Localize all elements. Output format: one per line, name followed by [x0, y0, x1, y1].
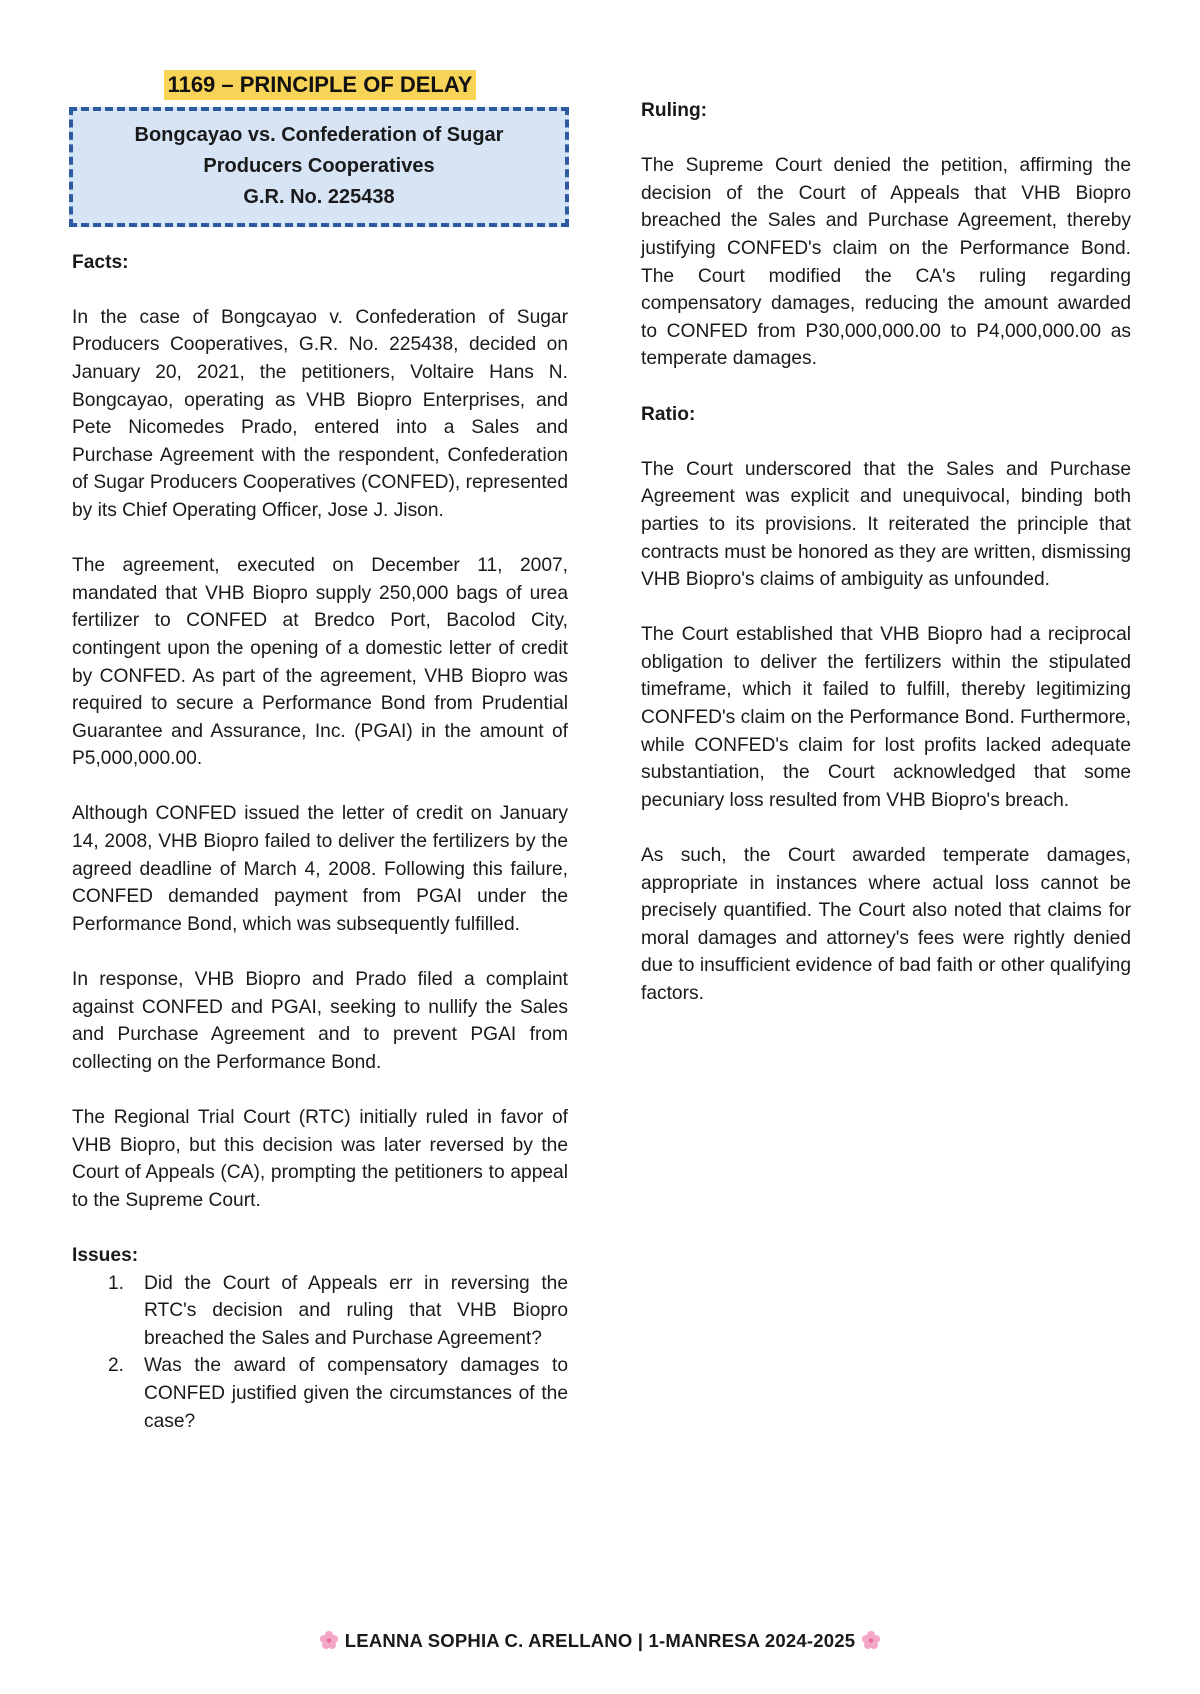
case-number: G.R. No. 225438: [243, 185, 395, 208]
page-footer: [0, 1630, 1200, 1652]
left-column: [72, 70, 568, 1435]
facts-heading: Facts:: [72, 251, 129, 273]
case-caption-box: [69, 107, 569, 227]
ratio-paragraph: As such, the Court awarded temperate damages, appropriate in instances where actual loss cannot be precisely quantified. The Court also noted that claims for moral damages and attorney's fees were rightly denied due to insufficient evidence of bad faith or other qualifying factors.: [641, 845, 1131, 1004]
facts-paragraph: In response, VHB Biopro and Prado filed a complaint against CONFED and PGAI, seeking to nullify the Sales and Purchase Agreement and to prevent PGAI from collecting on the Performance Bond.: [72, 969, 568, 1073]
right-column: [641, 97, 1131, 1035]
ruling-paragraph: The Supreme Court denied the petition, affirming the decision of the Court of Appeals that VHB Biopro breached the Sales and Purchase Agreement, thereby justifying CONFED's claim on the Performance Bond. The Court modified the CA's ruling regarding compensatory damages, reducing the amount awarded to CONFED from P30,000,000.00 to P4,000,000.00 as temperate damages.: [641, 155, 1131, 370]
list-item: [72, 1352, 568, 1435]
doc-title: 1169 – PRINCIPLE OF DELAY: [164, 70, 477, 100]
ratio-heading: Ratio:: [641, 403, 696, 425]
title-wrap: [72, 70, 568, 101]
case-name-line1: Bongcayao vs. Confederation of Sugar: [134, 123, 504, 146]
ratio-paragraph: The Court established that VHB Biopro had a reciprocal obligation to deliver the fertilizers within the stipulated timeframe, which it failed to fulfill, thereby legitimizing CONFED's claim on the Performance Bond. Furthermore, while CONFED's claim for lost profits lacked adequate substantiation, the Court acknowledged that some pecuniary loss resulted from VHB Biopro's breach.: [641, 624, 1131, 811]
issue-number: 1.: [108, 1272, 125, 1294]
flower-icon: [319, 1630, 339, 1650]
issues-list: [72, 1270, 568, 1436]
facts-paragraph: Although CONFED issued the letter of credit on January 14, 2008, VHB Biopro failed to deliver the fertilizers by the agreed deadline of March 4, 2008. Following this failure, CONFED demanded payment from PGAI under the Performance Bond, which was subsequently fulfilled.: [72, 803, 568, 935]
facts-paragraph: The Regional Trial Court (RTC) initially ruled in favor of VHB Biopro, but this decision was later reversed by the Court of Appeals (CA), prompting the petitioners to appeal to the Supreme Court.: [72, 1107, 568, 1211]
footer-text: LEANNA SOPHIA C. ARELLANO | 1-MANRESA 2024-2025: [344, 1630, 856, 1651]
issue-text: Did the Court of Appeals err in reversing the RTC's decision and ruling that VHB Biopro breached the Sales and Purchase Agreement?: [144, 1272, 568, 1349]
facts-paragraph: In the case of Bongcayao v. Confederation of Sugar Producers Cooperatives, G.R. No. 225438, decided on January 20, 2021, the petitioners, Voltaire Hans N. Bongcayao, operating as VHB Biopro Enterprises, and Pete Nicomedes Prado, entered into a Sales and Purchase Agreement with the respondent, Confederation of Sugar Producers Cooperatives (CONFED), represented by its Chief Operating Officer, Jose J. Jison.: [72, 306, 568, 521]
issues-heading: Issues:: [72, 1244, 139, 1266]
issue-text: Was the award of compensatory damages to CONFED justified given the circumstances of the case?: [144, 1355, 568, 1432]
flower-icon: [861, 1630, 881, 1650]
list-item: [72, 1270, 568, 1353]
ratio-paragraph: The Court underscored that the Sales and Purchase Agreement was explicit and unequivocal, binding both parties to its provisions. It reiterated the principle that contracts must be honored as they are written, dismissing VHB Biopro's claims of ambiguity as unfounded.: [641, 458, 1131, 591]
facts-paragraph: The agreement, executed on December 11, 2007, mandated that VHB Biopro supply 250,000 bags of urea fertilizer to CONFED at Bredco Port, Bacolod City, contingent upon the opening of a domestic letter of credit by CONFED. As part of the agreement, VHB Biopro was required to secure a Performance Bond from Prudential Guarantee and Assurance, Inc. (PGAI) in the amount of P5,000,000.00.: [72, 555, 568, 770]
case-name-line2: Producers Cooperatives: [203, 154, 435, 177]
ruling-heading: Ruling:: [641, 100, 708, 121]
issue-number: 2.: [108, 1355, 125, 1377]
